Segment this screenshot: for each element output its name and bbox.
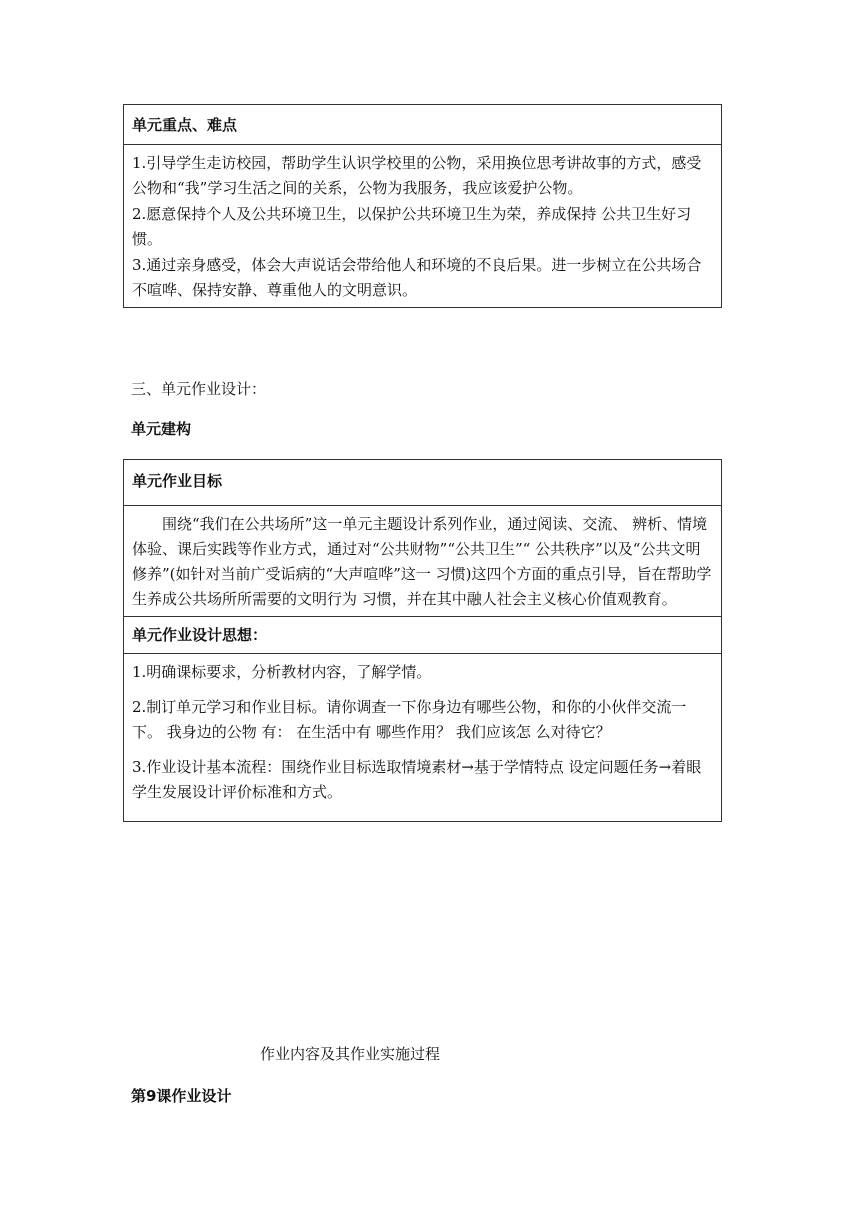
key-points-body <box>124 144 721 307</box>
section-three-title: 三、单元作业设计： <box>131 380 267 398</box>
design-thinking-item-1: 1.明确课标要求，分析教材内容，了解学情。 <box>132 663 432 681</box>
design-thinking-item-2: 2.制订单元学习和作业目标。请你调查一下你身边有哪些公物，和你的小伙伴交流一下。 我身边的公物 有： 在生活中有 哪些作用？ 我们应该怎 么对待它？ <box>132 698 687 741</box>
goals-text: 围绕“我们在公共场所”这一单元主题设计系列作业，通过阅读、交流、 辨析、情境体验、课后实践等作业方式，通过对“公共财物”“公共卫生”“ 公共秩序”以及“公共文明修养”(如针对当前广受诟病的“大声喧哗”这一 习惯)这四个方面的重点引导，旨在帮助学生养成公共场所所需要的文明行为 习惯，并在其中融人社会主义核心价值观教育。 <box>124 505 721 616</box>
design-thinking-item-3: 3.作业设计基本流程：围绕作业目标选取情境素材→基于学情特点 设定问题任务→着眼学生发展设计评价标准和方式。 <box>132 758 702 801</box>
key-point-item-3: 3.通过亲身感受，体会大声说话会带给他人和环境的不良后果。进一步树立在公共场合不喧哗、保持安静、尊重他人的文明意识。 <box>132 256 702 299</box>
key-points-heading: 单元重点、难点 <box>132 116 238 134</box>
key-points-table <box>123 104 722 308</box>
lesson9-title: 第9课作业设计 <box>131 1087 232 1105</box>
key-point-item-2: 2.愿意保持个人及公共环境卫生，以保护公共环境卫生为荣，养成保持 公共卫生好习惯。 <box>132 205 692 248</box>
unit-structure-title: 单元建构 <box>131 420 192 438</box>
goals-table <box>123 459 722 822</box>
design-thinking-heading: 单元作业设计思想： <box>124 616 721 653</box>
goals-heading: 单元作业目标 <box>132 472 223 490</box>
homework-process-title: 作业内容及其作业实施过程 <box>260 1045 441 1063</box>
design-thinking-body <box>124 653 721 821</box>
key-point-item-1: 1.引导学生走访校园，帮助学生认识学校里的公物，采用换位思考讲故事的方式，感受公物和“我”学习生活之间的关系，公物为我服务，我应该爱护公物。 <box>132 154 702 197</box>
